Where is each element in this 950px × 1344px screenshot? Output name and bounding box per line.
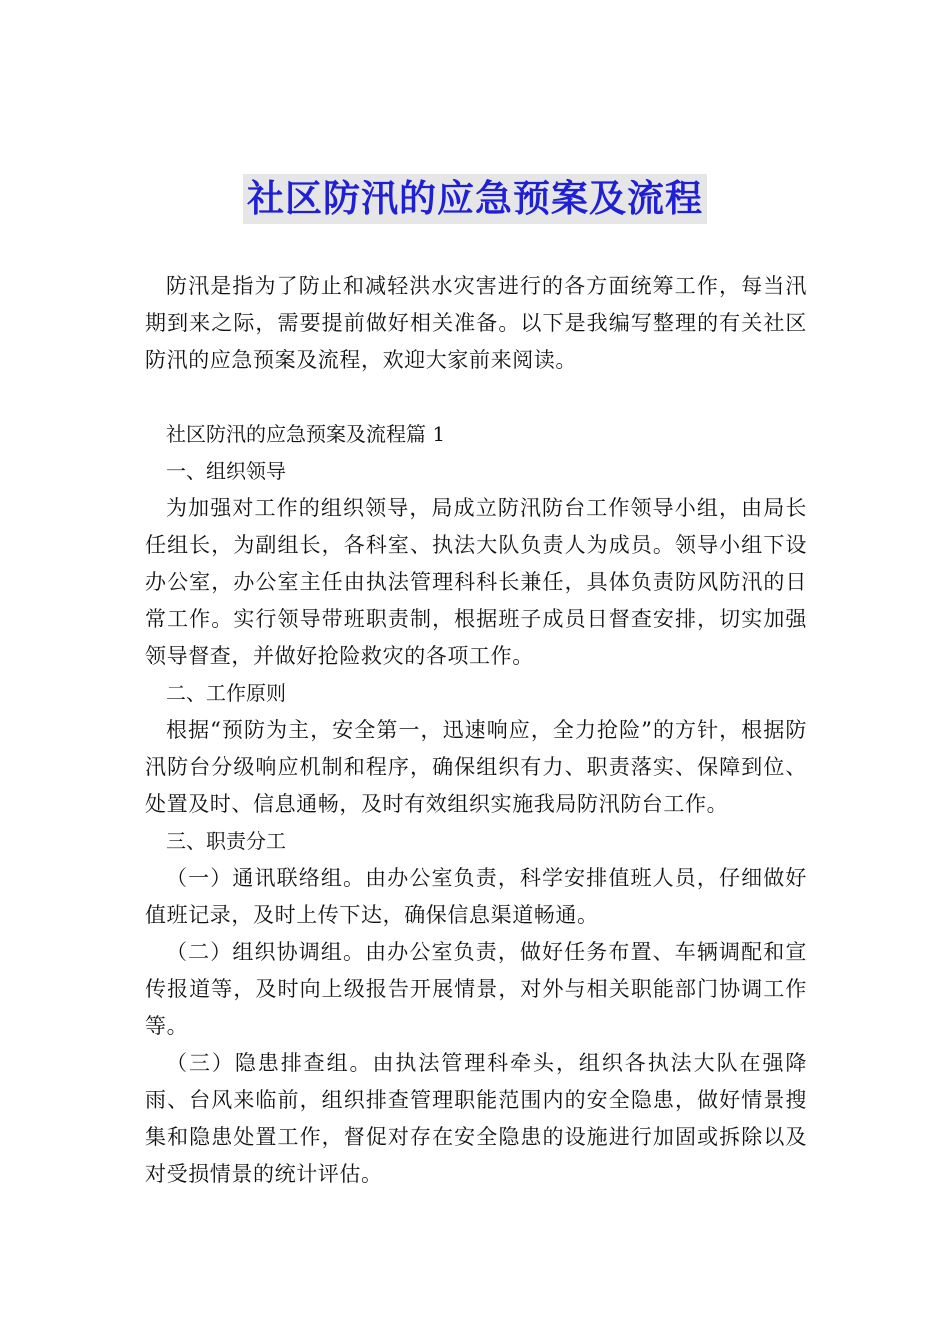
paragraph-organization: 为加强对工作的组织领导，局成立防汛防台工作领导小组，由局长任组长，为副组长，各科室、执法大队负责人为成员。领导小组下设办公室，办公室主任由执法管理科科长兼任，具体负责防风防汛的日常工作。实行领导带班职责制，根据班子成员日督查安排，切实加强领导督查，并做好抢险救灾的各项工作。 bbox=[145, 496, 807, 668]
paragraph-coordination-group: （二）组织协调组。由办公室负责，做好任务布置、车辆调配和宣传报道等，及时向上级报告开展情景，对外与相关职能部门协调工作等。 bbox=[145, 940, 807, 1038]
document-body bbox=[145, 268, 807, 1193]
section-title: 社区防汛的应急预案及流程篇 1 bbox=[166, 422, 446, 446]
heading-responsibilities: 三、职责分工 bbox=[166, 829, 286, 853]
document-title: 社区防汛的应急预案及流程 bbox=[243, 174, 707, 224]
paragraph-principles: 根据“预防为主，安全第一，迅速响应，全力抢险”的方针，根据防汛防台分级响应机制和程序，确保组织有力、职责落实、保障到位、处置及时、信息通畅，及时有效组织实施我局防汛防台工作。 bbox=[145, 718, 807, 816]
paragraph-communication-group: （一）通讯联络组。由办公室负责，科学安排值班人员，仔细做好值班记录，及时上传下达，确保信息渠道畅通。 bbox=[145, 866, 807, 927]
paragraph-gap bbox=[145, 379, 807, 416]
heading-organization: 一、组织领导 bbox=[166, 459, 286, 483]
intro-paragraph: 防汛是指为了防止和减轻洪水灾害进行的各方面统筹工作，每当汛期到来之际，需要提前做好相关准备。以下是我编写整理的有关社区防汛的应急预案及流程，欢迎大家前来阅读。 bbox=[145, 274, 807, 372]
title-container bbox=[0, 174, 950, 224]
heading-principles: 二、工作原则 bbox=[166, 681, 286, 705]
paragraph-hazard-group: （三）隐患排查组。由执法管理科牵头，组织各执法大队在强降雨、台风来临前，组织排查管理职能范围内的安全隐患，做好情景搜集和隐患处置工作，督促对存在安全隐患的设施进行加固或拆除以及对受损情景的统计评估。 bbox=[145, 1051, 807, 1186]
